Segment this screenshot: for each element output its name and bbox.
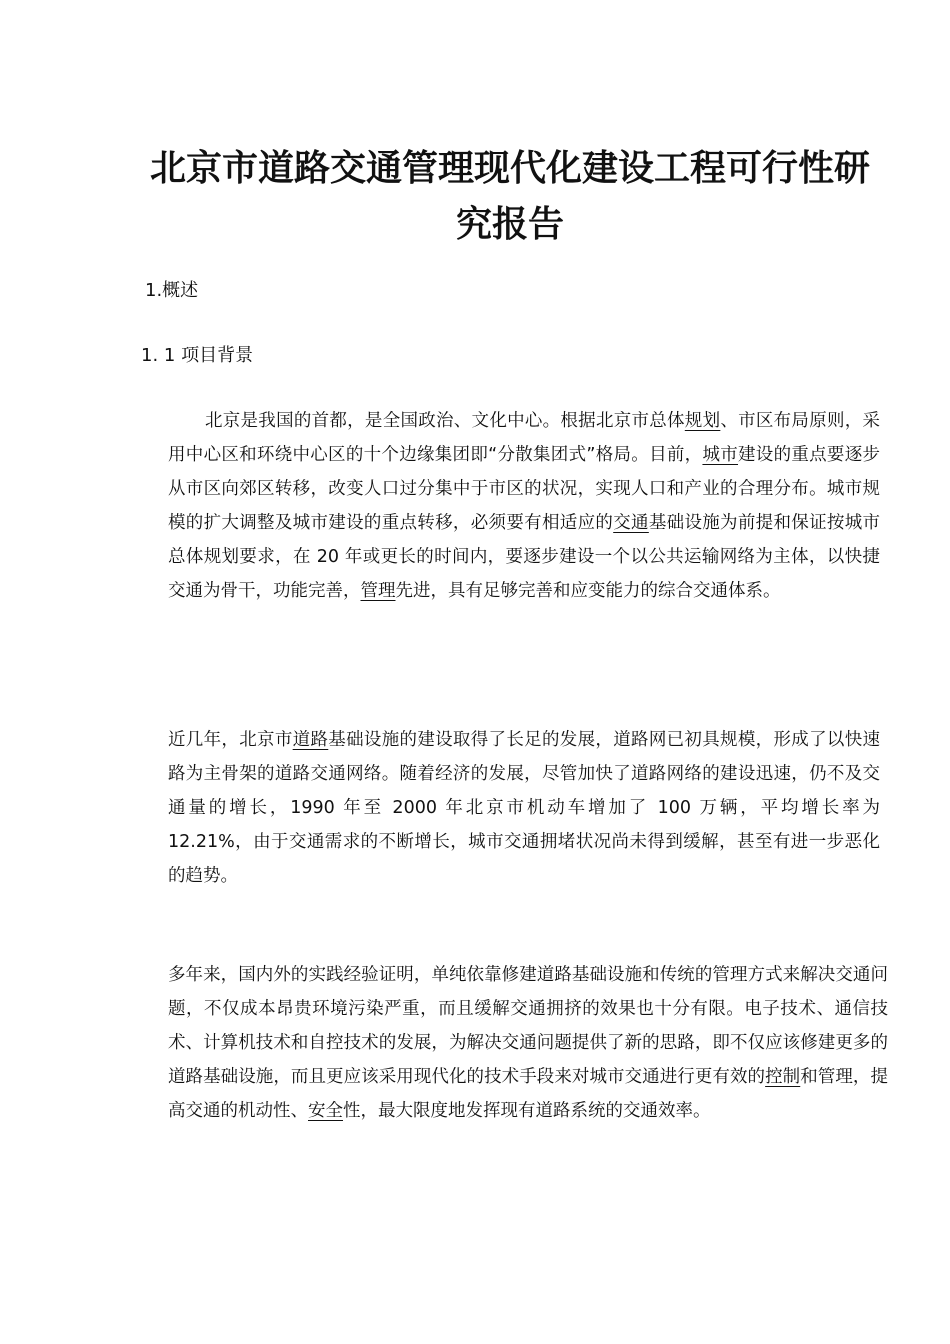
document-title: 北京市道路交通管理现代化建设工程可行性研究报告 xyxy=(149,147,870,245)
link-traffic[interactable]: 交通 xyxy=(613,513,649,533)
paragraph-text: 和管理，提高交通的机动性、 xyxy=(168,1067,888,1121)
paragraph-text: 、市区布局原则，采用中心区和环绕中心区的十个边缘集团即“分散集团式”格局。目前， xyxy=(168,411,881,465)
paragraph-text: 建设的重点要逐步从市区向郊区转移，改变人口过分集中于市区的状况，实现人口和产业的合理分布。城市规模的扩大调整及城市建设的重点转移，必须要有相适应的 xyxy=(168,445,881,533)
subsection-heading-background: 1. 1 项目背景 xyxy=(141,345,254,366)
paragraph-text: 近几年，北京市 xyxy=(168,730,293,750)
paragraph-2 xyxy=(168,723,880,893)
paragraph-text: 先进，具有足够完善和应变能力的综合交通体系。 xyxy=(395,581,781,601)
section-heading-overview: 1.概述 xyxy=(145,280,199,301)
link-safety[interactable]: 安全 xyxy=(308,1101,343,1121)
paragraph-text: 性，最大限度地发挥现有道路系统的交通效率。 xyxy=(343,1101,711,1121)
link-planning[interactable]: 规划 xyxy=(684,411,721,431)
paragraph-3 xyxy=(168,958,888,1128)
paragraph-text: 基础设施的建设取得了长足的发展，道路网已初具规模，形成了以快速路为主骨架的道路交通网络。随着经济的发展，尽管加快了道路网络的建设迅速，仍不及交通量的增长，1990 年至 2000 年北京市机动车增加了 100 万辆，平均增长率为 12.21%，由于交通需求的不断增长，城市交通拥堵状况尚未得到缓解，甚至有进一步恶化的趋势。 xyxy=(168,730,881,886)
paragraph-text: 多年来，国内外的实践经验证明，单纯依靠修建道路基础设施和传统的管理方式来解决交通问题，不仅成本昂贵环境污染严重，而且缓解交通拥挤的效果也十分有限。电子技术、通信技术、计算机技术和自控技术的发展，为解决交通问题提供了新的思路，即不仅应该修建更多的道路基础设施，而且更应该采用现代化的技术手段来对城市交通进行更有效的 xyxy=(168,965,888,1087)
link-management[interactable]: 管理 xyxy=(360,581,396,601)
link-control[interactable]: 控制 xyxy=(765,1067,801,1087)
link-city[interactable]: 城市 xyxy=(702,445,739,465)
paragraph-text: 基础设施为前提和保证按城市总体规划要求，在 20 年或更长的时间内，要逐步建设一个以公共运输网络为主体，以快捷交通为骨干，功能完善， xyxy=(168,513,881,601)
paragraph-text: 北京是我国的首都，是全国政治、文化中心。根据北京市总体 xyxy=(205,411,685,431)
paragraph-1 xyxy=(168,404,880,608)
link-road[interactable]: 道路 xyxy=(292,730,329,750)
